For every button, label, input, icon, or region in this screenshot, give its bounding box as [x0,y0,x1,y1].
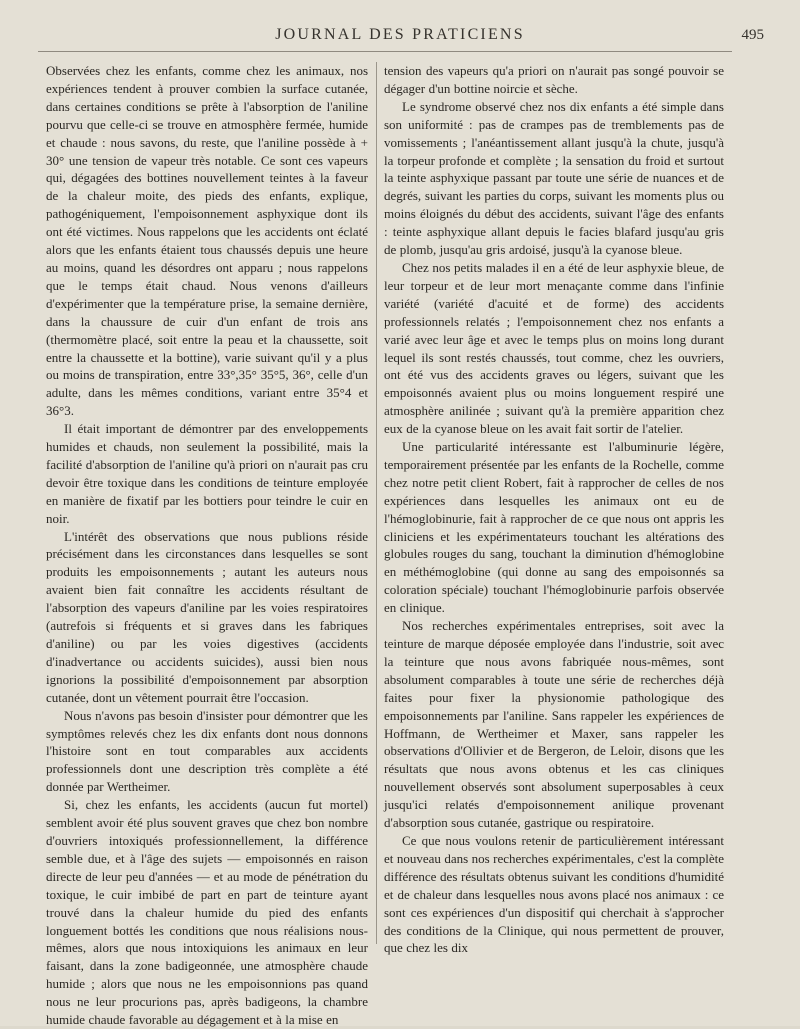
paragraph: L'intérêt des observations que nous publions réside précisément dans les circonstances dans lesquelles se sont produits les empoisonnements ; autant les auteurs nous avaient bien fait connaître les accidents résultant de l'absorption des vapeurs d'aniline par les voies respiratoires (autrefois si fréquents et si graves dans les fabriques d'aniline) ou par les voies digestives (accidents d'inadvertance ou accidents suicides), aussi bien nous ignorions la possibilité d'empoisonnement par absorption cutanée, dont un vêtement pourrait être l'occasion. [46,528,368,705]
left-column [46,62,368,1029]
right-column [384,62,724,957]
paragraph: Nos recherches expérimentales entreprises, soit avec la teinture de marque déposée employée dans l'industrie, soit avec la teinture que nous avons fabriquée nous-mêmes, sont absolument comparables à toute une série de recherches déjà faites pour fixer la physionomie pathologique des empoisonnements par l'aniline. Sans rappeler les expériences de Hoffmann, de Wertheimer et Maxer, sans rappeler les observations d'Ollivier et de Bergeron, de Leloir, disons que les résultats que nous avons obtenus et les cas cliniques nouvellement observés sont absolument superposables à ceux jusqu'ici relatés d'empoisonnement anilique provenant d'absorption sous cutanée, gastrique ou respiratoire. [384,618,724,831]
paragraph: Si, chez les enfants, les accidents (aucun fut mortel) semblent avoir été plus souvent graves que chez bon nombre d'ouvriers intoxiqués professionnellement, la différence semble due, et à l'âge des sujets — empoisonnés en raison directe de leur peu d'années — et au mode de pénétration du toxique, le cuir imbibé de part en part de teinture ayant trouvé dans la chaleur humide du pied des enfants longuement bottés les conditions que nous réalisions nous-mêmes, alors que nous intoxiquions les animaux en leur faisant, dans la zone badigeonnée, une atmosphère chaude humide ; alors que nous ne les empoisonnions pas quand nous ne leur procurions pas, après badigeons, la chambre humide chaude favorable au dégagement et à la mise en [46,797,368,1028]
paragraph: Chez nos petits malades il en a été de leur asphyxie bleue, de leur torpeur et de leur mort menaçante comme dans l'infinie variété (variété d'acuité et de forme) des accidents professionnels relatés ; l'empoisonnement chez nos enfants a varié avec leur âge et avec le temps plus on moins long durant lequel ils sont restés chaussés, tout comme, chez les ouvriers, ont été vus des accidents graves ou légers, suivant que les empoisonnés avaient plus ou moins longuement respiré une atmosphère anilinée ; suivant qu'à la première apparition chez eux de la cyanose bleue on les avait fait sortir de l'atelier. [384,259,724,437]
header-rule [38,51,732,52]
paragraph: tension des vapeurs qu'a priori on n'aurait pas songé pouvoir se dégager d'un bottine noircie et sèche. [384,63,724,96]
journal-title: JOURNAL DES PRATICIENS [275,26,525,43]
page-header [0,26,800,50]
paragraph: Ce que nous voulons retenir de particulièrement intéressant et nouveau dans nos recherches expérimentales, c'est la complète différence des résultats obtenus suivant les conditions d'humidité et de chaleur dans lesquelles nous avons placé nos animaux : ce sont ces expériences d'un dispositif qui cherchait à s'approcher des conditions de la Clinique, qui nous permettent de prouver, que chez les dix [384,832,724,956]
paragraph: Une particularité intéressante est l'albuminurie légère, temporairement présentée par les enfants de la Rochelle, comme chez notre petit client Robert, fait à rapprocher de celles de nos expériences dans lesquelles les animaux ont eu de l'hémoglobinurie, fait à rapprocher de ce que nous ont appris les cliniciens et les expérimentateurs touchant les altérations des globules rouges du sang, touchant la diminution d'hémoglobine en méthémoglobine (qui donne au sang des empoisonnés sa coloration spéciale) touchant l'hémoglobinurie parfois observée en clinique. [384,439,724,616]
column-divider [376,62,377,944]
paragraph: Observées chez les enfants, comme chez les animaux, nos expériences tendent à prouver combien la surface cutanée, dans certaines conditions se prête à l'absorption de l'aniline pourvu que celle-ci se trouve en atmosphère fermée, humide et chaude : nous savons, du reste, que l'aniline possède à + 30° une tension de vapeur très notable. Ce sont ces vapeurs qui, dégagées des bottines nouvellement teintes à la faveur de la chaleur moite, des pieds des enfants, explique, pathogéniquement, l'empoisonnement asphyxique dont ils ont été victimes. Nous rappelons que les accidents ont éclaté alors que les enfants étaient tous chaussés depuis une heure au moins, quand les désordres ont apparu ; nous rappelons que le temps était chaud. Nous venons d'ailleurs d'expérimenter que la température prise, la semaine dernière, dans la chaussure de cuir d'un enfant de trois ans (thermomètre placé, soit entre la peau et la chaussette, soit entre la chaussette et la bottine), varie suivant qu'il y a plus ou moins de transpiration, entre 33°,35° 35°5, 36°, celle d'un adulte, dans les mêmes conditions, variant entre 35°4 et 36°3. [46,63,368,419]
paragraph: Le syndrome observé chez nos dix enfants a été simple dans son uniformité : pas de crampes pas de tremblements pas de vomissements ; l'anéantissement allant jusqu'à la chute, jusqu'à la torpeur profonde et complète ; la sensation du froid et surtout la teinte asphyxique passant par toute une série de nuances et de degrés, suivant les parties du corps, suivant les moments plus ou moins éloignés du début des accidents, suivant l'âge des enfants : teinte asphyxique allant depuis le facies blafard jusqu'au gris de plomb, jusqu'au gris ardoisé, jusqu'à la cyanose bleue. [384,98,724,258]
paragraph: Il était important de démontrer par des enveloppements humides et chauds, non seulement la possibilité, mais la facilité d'absorption de l'aniline qu'à priori on n'aurait pas cru devoir être toxique dans les conditions de teinture employée en manière de fixatif par les bottiers pour teindre le cuir en noir. [46,421,368,526]
page-number: 495 [741,27,764,43]
paragraph: Nous n'avons pas besoin d'insister pour démontrer que les symptômes relevés chez les dix enfants dont nous donnons l'histoire sont en tout comparables aux accidents professionnels dont une description très complète a été donnée par Wertheimer. [46,707,368,795]
